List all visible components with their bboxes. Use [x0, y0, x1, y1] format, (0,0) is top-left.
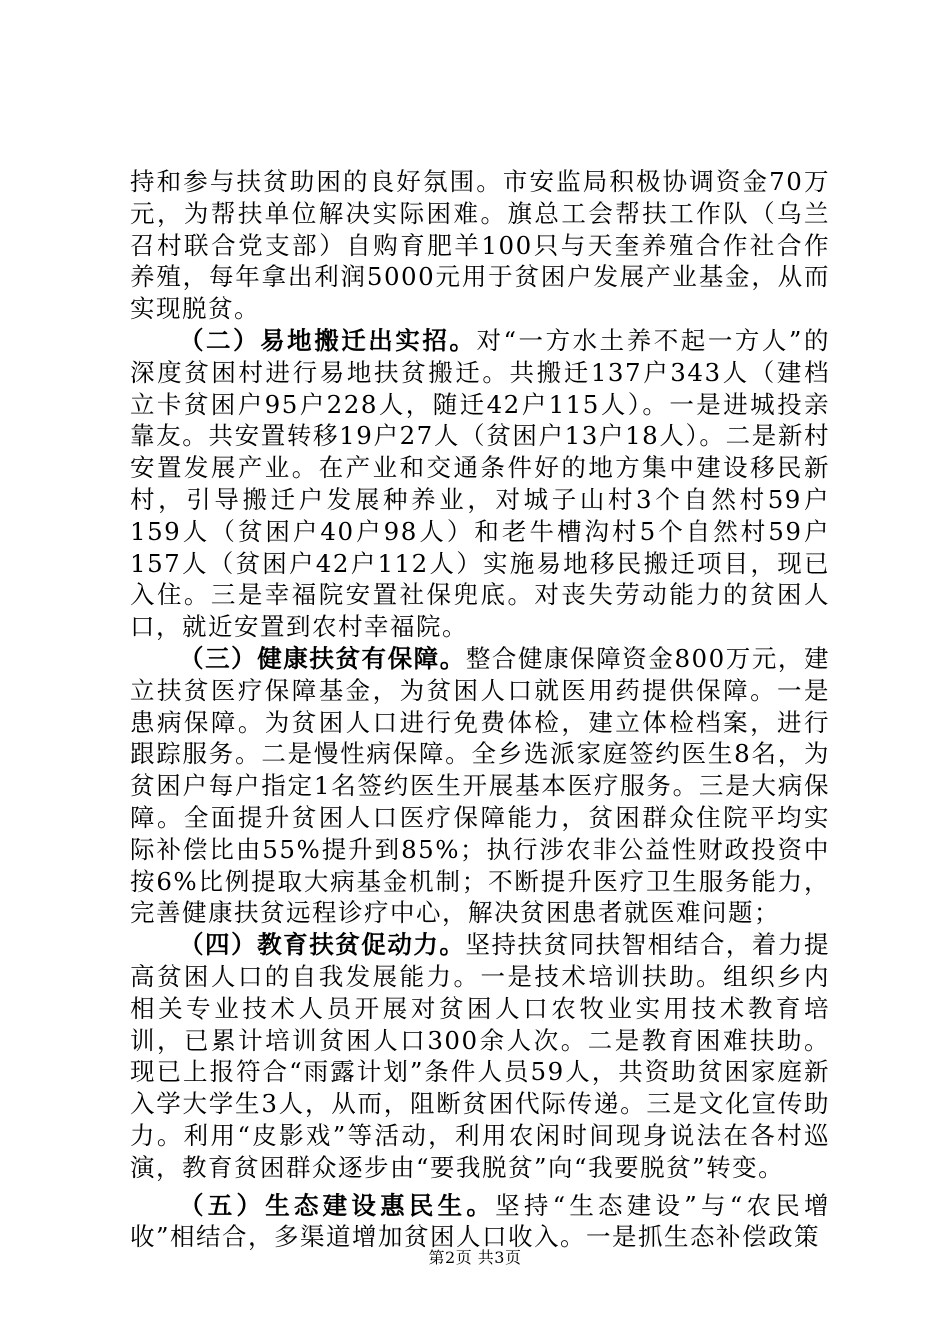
page-number-label: 第2页 共3页 [428, 1248, 522, 1267]
paragraph-5 [130, 1190, 830, 1254]
paragraph-5-text: 坚持“生态建设”与“农民增收”相结合，多渠道增加贫困人口收入。一是抓生态补偿政策 [130, 1190, 830, 1252]
paragraph-4-text: 坚持扶贫同扶智相结合，着力提高贫困人口的自我发展能力。一是技术培训扶助。组织乡内相关专业技术人员开展对贫困人口农牧业实用技术教育培训，已累计培训贫困人口300余人次。二是教育困难扶助。现已上报符合“雨露计划”条件人员59人，共资助贫困家庭新入学大学生3人，从而，阻断贫困代际传递。三是文化宣传助力。利用“皮影戏”等活动，利用农闲时间现身说法在各村巡演，教育贫困群众逐步由“要我脱贫”向“我要脱贫”转变。 [130, 930, 831, 1182]
document-body [130, 166, 830, 1253]
paragraph-1-text: 持和参与扶贫助困的良好氛围。市安监局积极协调资金70万元，为帮扶单位解决实际困难。旗总工会帮扶工作队（乌兰召村联合党支部）自购育肥羊100只与天奎养殖合作社合作养殖，每年拿出利润5000元用于贫困户发展产业基金，从而实现脱贫。 [130, 167, 830, 324]
paragraph-3-text: 整合健康保障资金800万元，建立扶贫医疗保障基金，为贫困人口就医用药提供保障。一是患病保障。为贫困人口进行免费体检，建立体检档案，进行跟踪服务。二是慢性病保障。全乡选派家庭签约医生8名，为贫困户每户指定1名签约医生开展基本医疗服务。三是大病保障。全面提升贫困人口医疗保障能力，贫困群众住院平均实际补偿比由55%提升到85%；执行涉农非公益性财政投资中按6%比例提取大病基金机制；不断提升医疗卫生服务能力，完善健康扶贫远程诊疗中心，解决贫困患者就医难问题； [130, 643, 831, 928]
paragraph-4-heading: （四）教育扶贫促动力。 [179, 930, 466, 960]
paragraph-3-heading: （三）健康扶贫有保障。 [179, 643, 466, 673]
paragraph-2-text: 对“一方水土养不起一方人”的深度贫困村进行易地扶贫搬迁。共搬迁137户343人（建档立卡贫困户95户228人，随迁42户115人）。一是进城投亲靠友。共安置转移19户27人（贫困户13户18人）。二是新村安置发展产业。在产业和交通条件好的地方集中建设移民新村，引导搬迁户发展种养业，对城子山村3个自然村59户159人（贫困户40户98人）和老牛槽沟村5个自然村59户157人（贫困户42户112人）实施易地移民搬迁项目，现已入住。三是幸福院安置社保兜底。对丧失劳动能力的贫困人口，就近安置到农村幸福院。 [130, 325, 830, 642]
paragraph-5-heading: （五）生态建设惠民生。 [179, 1190, 496, 1220]
paragraph-2 [130, 325, 830, 643]
paragraph-4 [130, 929, 830, 1183]
paragraph-2-heading: （二）易地搬迁出实招。 [179, 325, 477, 355]
page-footer [0, 1245, 950, 1268]
paragraph-1 [130, 166, 830, 325]
paragraph-3 [130, 643, 830, 929]
